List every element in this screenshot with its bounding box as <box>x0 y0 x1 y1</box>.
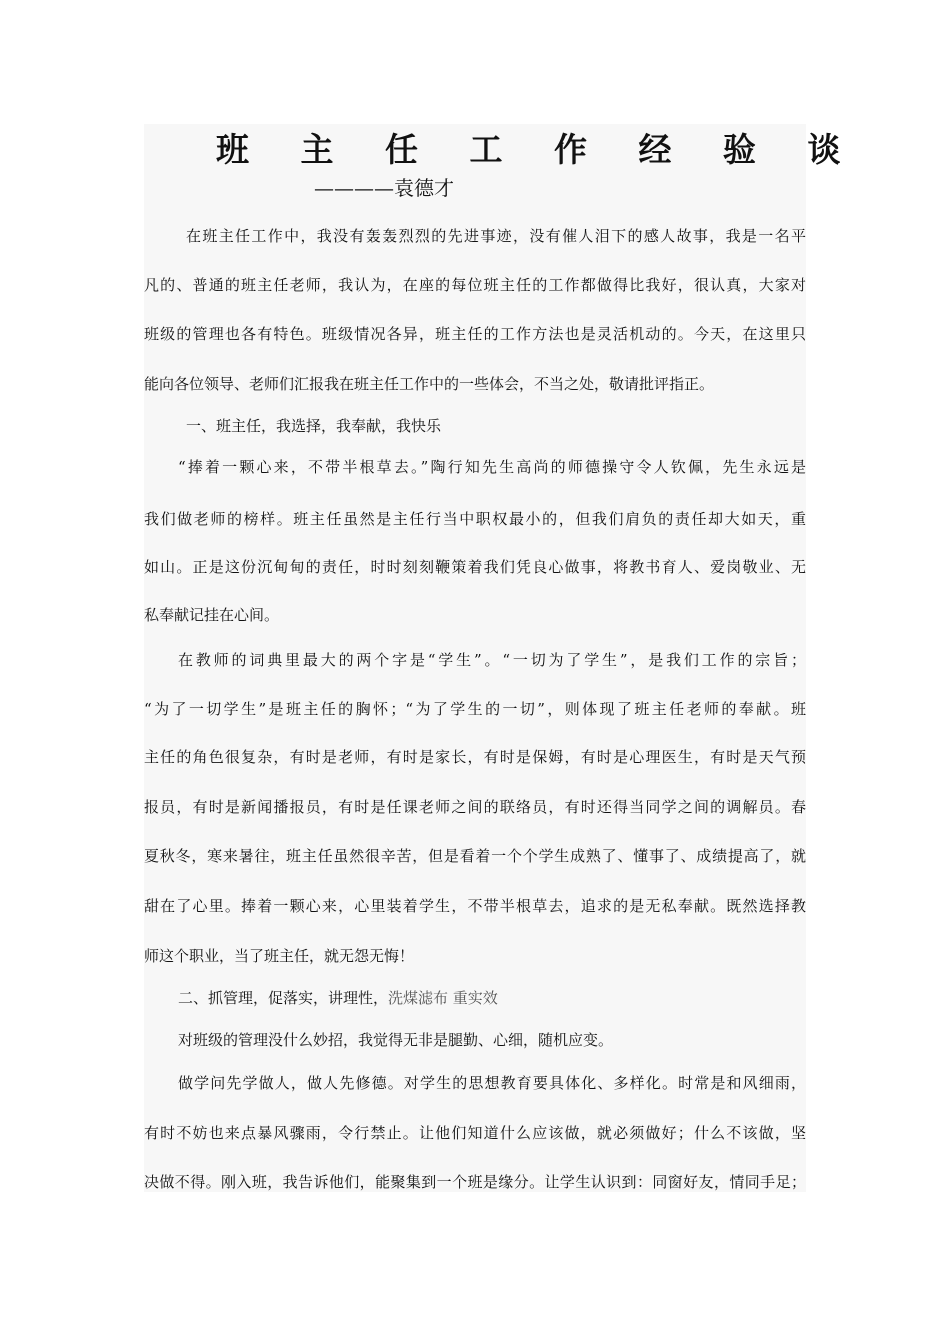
section-heading-tail: 洗煤滤布 重实效 <box>388 989 498 1007</box>
paragraph-line: 有时不妨也来点暴风骤雨，令行禁止。让他们知道什么应该做，就必须做好；什么不该做，坚 <box>144 1124 806 1142</box>
paragraph-line: 甜在了心里。捧着一颗心来，心里装着学生，不带半根草去，追求的是无私奉献。既然选择教 <box>144 897 806 915</box>
paragraph-line: “为了一切学生”是班主任的胸怀；“为了学生的一切”，则体现了班主任老师的奉献。班 <box>144 700 806 718</box>
paragraph-line: 师这个职业，当了班主任，就无怨无悔！ <box>144 947 415 965</box>
paragraph-line: 决做不得。刚入班，我告诉他们，能聚集到一个班是缘分。让学生认识到：同窗好友，情同手足； <box>144 1173 806 1191</box>
paragraph-line: 主任的角色很复杂，有时是老师，有时是家长，有时是保姆，有时是心理医生，有时是天气预 <box>144 748 806 766</box>
paragraph-line: “捧着一颗心来，不带半根草去。”陶行知先生高尚的师德操守令人钦佩，先生永远是 <box>178 458 806 476</box>
paragraph-line: 凡的、普通的班主任老师，我认为，在座的每位班主任的工作都做得比我好，很认真，大家对 <box>144 276 806 294</box>
section-heading <box>144 986 806 1010</box>
section-heading: 一、班主任，我选择，我奉献，我快乐 <box>186 417 442 435</box>
paragraph-line: 如山。正是这份沉甸甸的责任，时时刻刻鞭策着我们凭良心做事，将教书育人、爱岗敬业、无 <box>144 558 806 576</box>
paragraph-line: 能向各位领导、老师们汇报我在班主任工作中的一些体会，不当之处，敬请批评指正。 <box>144 375 715 393</box>
paragraph-line: 夏秋冬，寒来暑往，班主任虽然很辛苦，但是看着一个个学生成熟了、懂事了、成绩提高了，就 <box>144 847 806 865</box>
paragraph-line: 我们做老师的榜样。班主任虽然是主任行当中职权最小的，但我们肩负的责任却大如天，重 <box>144 510 806 528</box>
paragraph-line: 做学问先学做人，做人先修德。对学生的思想教育要具体化、多样化。时常是和风细雨， <box>178 1074 806 1092</box>
paragraph-line: 对班级的管理没什么妙招，我觉得无非是腿勤、心细，随机应变。 <box>178 1031 614 1049</box>
paragraph-line: 班级的管理也各有特色。班级情况各异，班主任的工作方法也是灵活机动的。今天，在这里只 <box>144 325 806 343</box>
paragraph-line: 私奉献记挂在心间。 <box>144 606 280 624</box>
paragraph-line: 在班主任工作中，我没有轰轰烈烈的先进事迹，没有催人泪下的感人故事，我是一名平 <box>186 227 806 245</box>
section-heading-text: 二、抓管理，促落实，讲理性， <box>178 989 389 1007</box>
paragraph-line: 报员，有时是新闻播报员，有时是任课老师之间的联络员，有时还得当同学之间的调解员。春 <box>144 798 806 816</box>
document-author: ————袁德才 <box>314 176 454 200</box>
paragraph-line: 在教师的词典里最大的两个字是“学生”。“一切为了学生”，是我们工作的宗旨； <box>178 651 806 669</box>
document-title: 班 主 任 工 作 经 验 谈 <box>216 130 861 169</box>
